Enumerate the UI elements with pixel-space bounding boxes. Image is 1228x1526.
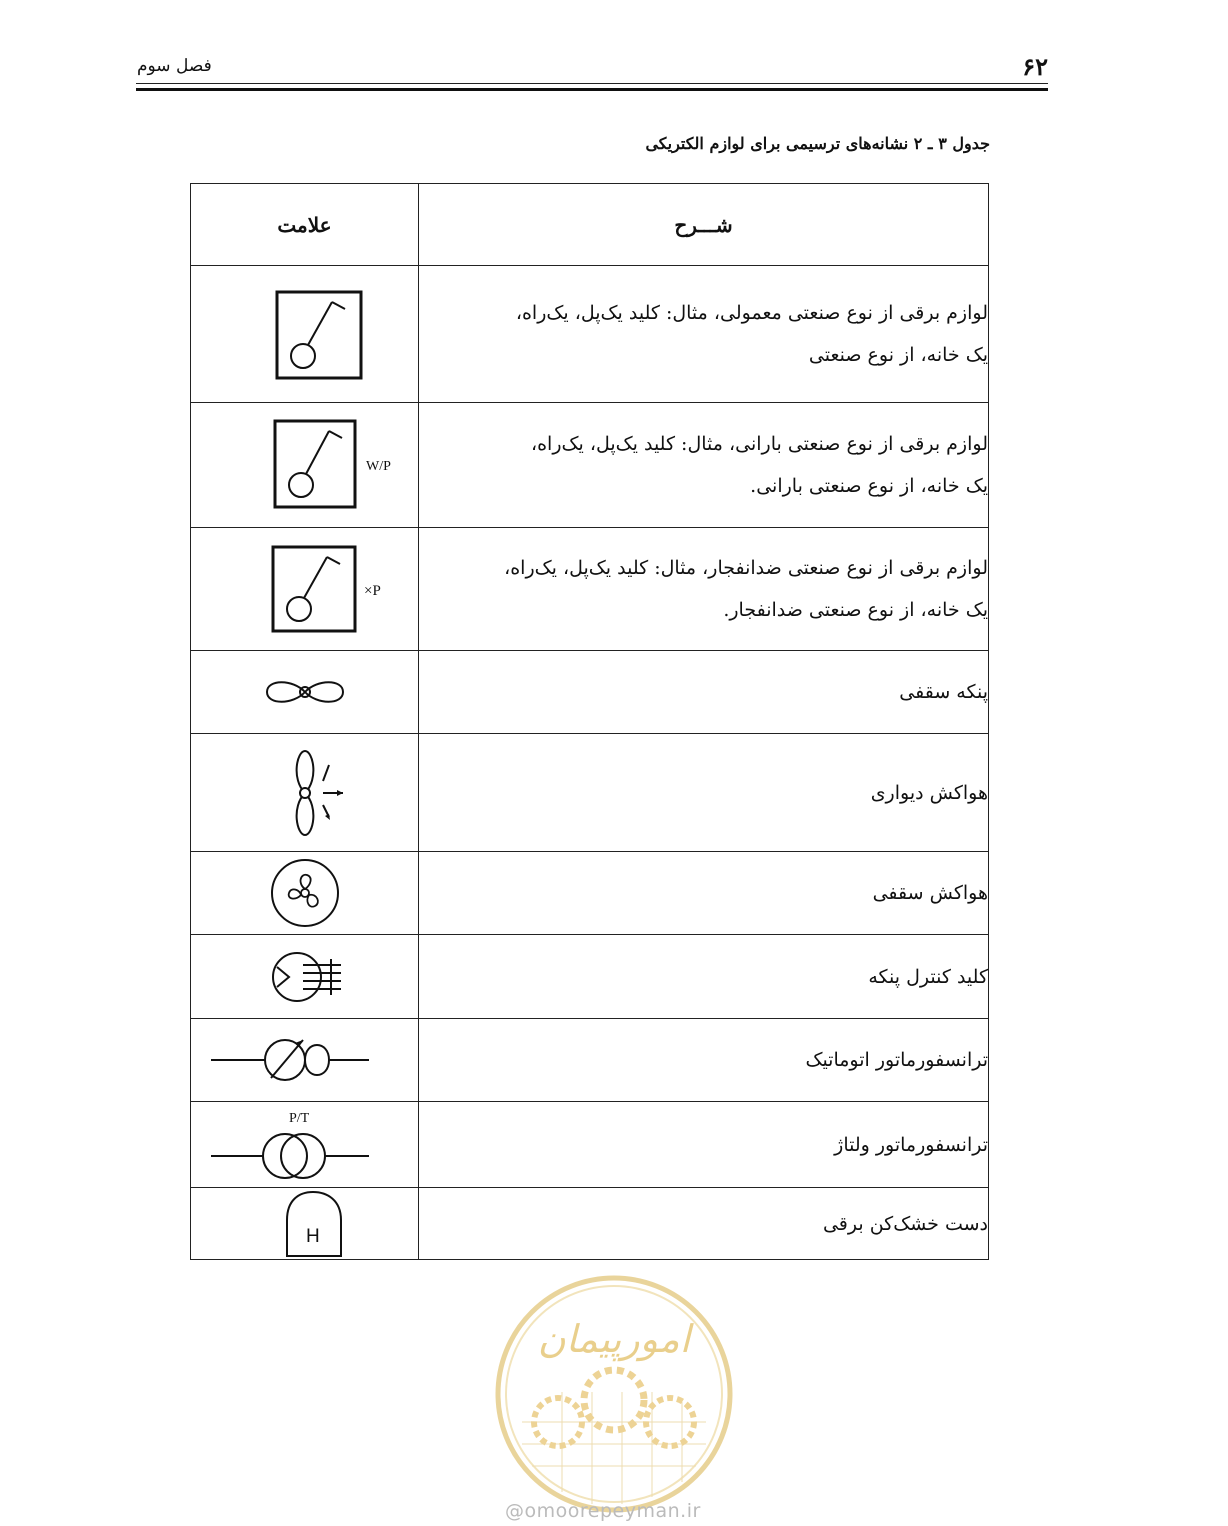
- description-line: هواکش دیواری: [870, 781, 988, 804]
- wall-exhaust-fan-icon: [205, 743, 405, 843]
- table-row: [191, 1102, 989, 1188]
- description-line: لوازم برقی از نوع صنعتی بارانی، مثال: کلید یک‌پل، یک‌راه،: [530, 433, 988, 455]
- description-line: یک خانه، از نوع صنعتی بارانی.: [750, 475, 988, 497]
- table-row: [191, 651, 989, 734]
- explosion-proof-switch-icon: [205, 539, 405, 639]
- table-header-row: [191, 184, 989, 266]
- symbol-cell: [191, 935, 419, 1019]
- symbol-label: ×P: [363, 583, 381, 599]
- symbol-cell: [191, 1188, 419, 1260]
- description-cell: [419, 1102, 989, 1188]
- ceiling-fan-icon: [205, 667, 405, 717]
- watermark-url: @omoorepeyman.ir: [505, 1500, 701, 1522]
- header-rule-thin: [136, 83, 1048, 84]
- description-line: کلید کنترل پنکه: [868, 965, 988, 988]
- description-line: لوازم برقی از نوع صنعتی معمولی، مثال: کلید یک‌پل، یک‌راه،: [515, 302, 988, 324]
- description-cell: [419, 528, 989, 651]
- ceiling-exhaust-fan-icon: [205, 855, 405, 931]
- description-cell: [419, 266, 989, 403]
- symbol-label: H: [305, 1225, 320, 1247]
- symbol-cell: [191, 528, 419, 651]
- description-cell: [419, 734, 989, 852]
- symbol-label: P/T: [288, 1110, 309, 1126]
- hand-dryer-icon: [205, 1190, 405, 1258]
- description-line: هواکش سقفی: [872, 882, 988, 904]
- description-cell: [419, 852, 989, 935]
- symbol-cell: [191, 403, 419, 528]
- watermark-logo-text: امورپیمان: [537, 1317, 691, 1361]
- header-description: شـــرح: [419, 184, 989, 266]
- description-line: دست خشک‌کن برقی: [822, 1212, 988, 1235]
- symbol-cell: [191, 1019, 419, 1102]
- industrial-switch-icon: [205, 284, 405, 384]
- description-cell: [419, 935, 989, 1019]
- description-cell: [419, 403, 989, 528]
- description-cell: [419, 651, 989, 734]
- symbol-cell: [191, 852, 419, 935]
- description-cell: [419, 1019, 989, 1102]
- fan-control-switch-icon: [205, 945, 405, 1009]
- chapter-title: فصل سوم: [137, 56, 212, 76]
- table-row: [191, 852, 989, 935]
- symbols-table: [190, 183, 989, 1260]
- description-line: ترانسفورماتور ولتاژ: [834, 1133, 988, 1156]
- symbol-cell: [191, 734, 419, 852]
- header-symbol: علامت: [191, 184, 419, 266]
- table-row: [191, 528, 989, 651]
- waterproof-switch-icon: [205, 415, 405, 515]
- page-number: ۶۲: [1022, 52, 1048, 81]
- table-row: [191, 734, 989, 852]
- table-row: [191, 266, 989, 403]
- table-row: [191, 1188, 989, 1260]
- table-row: [191, 403, 989, 528]
- symbol-cell: [191, 266, 419, 403]
- header-rule-thick: [136, 88, 1048, 91]
- description-cell: [419, 1188, 989, 1260]
- voltage-transformer-icon: [205, 1106, 405, 1184]
- description-line: ترانسفورماتور اتوماتیک: [805, 1049, 988, 1071]
- description-line: لوازم برقی از نوع صنعتی ضدانفجار، مثال: کلید یک‌پل، یک‌راه،: [504, 557, 988, 579]
- table-row: [191, 1019, 989, 1102]
- table-caption: جدول ۳ ـ ۲ نشانه‌های ترسیمی برای لوازم الکتریکی: [645, 134, 990, 153]
- description-line: یک خانه، از نوع صنعتی: [808, 344, 988, 366]
- watermark-logo: [492, 1272, 736, 1516]
- symbol-cell: [191, 1102, 419, 1188]
- description-line: یک خانه، از نوع صنعتی ضدانفجار.: [723, 599, 988, 621]
- symbol-label: W/P: [365, 459, 391, 474]
- table-row: [191, 935, 989, 1019]
- description-line: پنکه سقفی: [899, 681, 988, 703]
- auto-transformer-icon: [205, 1028, 405, 1092]
- symbol-cell: [191, 651, 419, 734]
